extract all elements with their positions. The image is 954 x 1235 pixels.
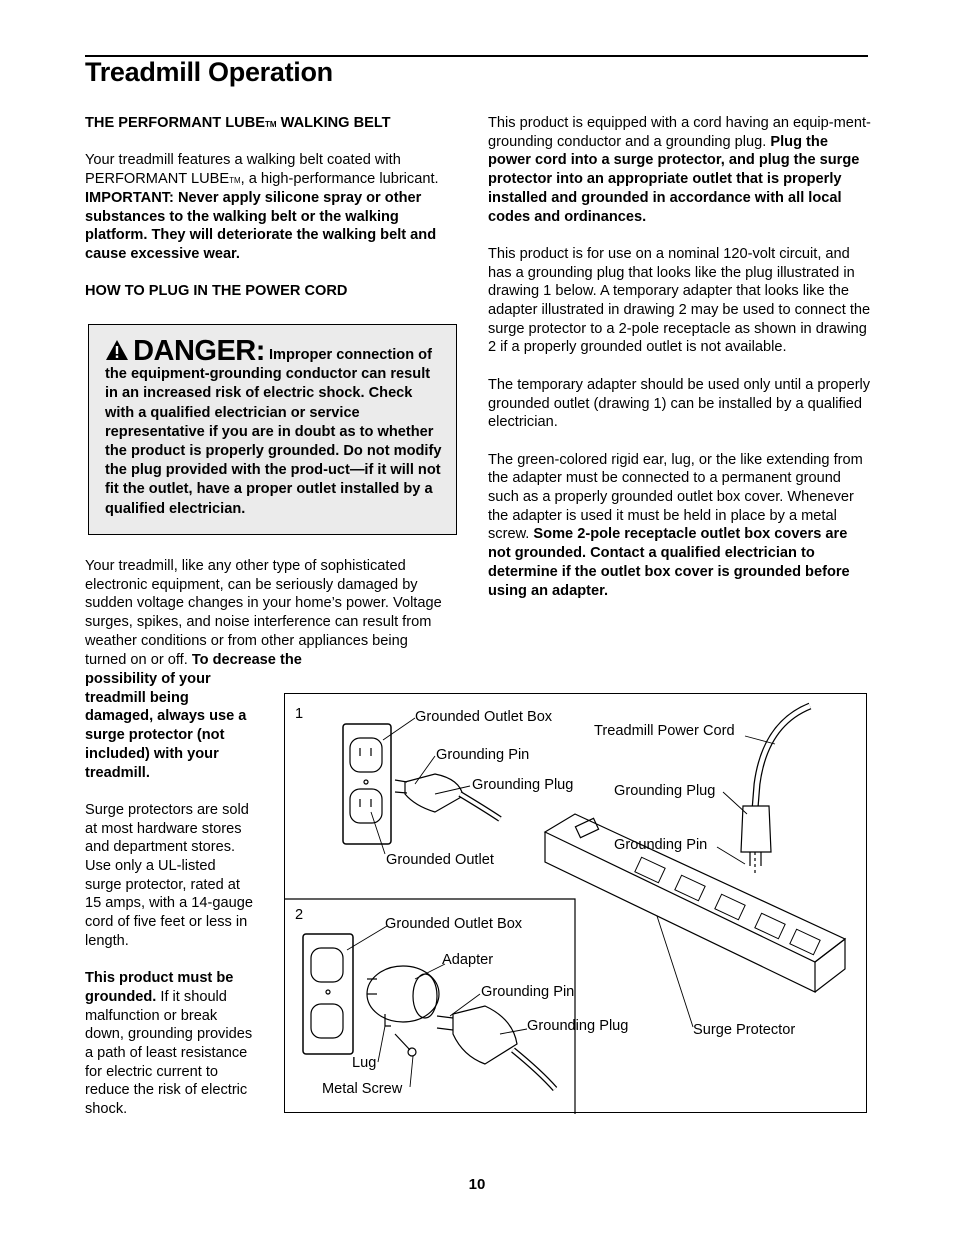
adapter-paragraph: The temporary adapter should be used only until a properly grounded outlet (drawing 1) can be installed by a qualified electrician. — [488, 376, 871, 431]
lug-paragraph: The green-colored rigid ear, lug, or the like extending from the adapter must be connected to a permanent ground such as a properly grounded outlet box cover. Whenever the adapter is used it must be held in place by a metal screw. Some 2-pole receptacle outlet box covers are not grounded. Contact a qualified electrician to determine if the outlet box cover is grounded before using an adapter. — [488, 451, 863, 599]
label-grounding-plug-1: Grounding Plug — [472, 777, 574, 793]
label-grounding-plug-3: Grounding Plug — [527, 1018, 629, 1034]
label-grounding-pin-3: Grounding Pin — [481, 984, 575, 1000]
label-surge-protector: Surge Protector — [693, 1022, 796, 1038]
page-number: 10 — [468, 1176, 486, 1193]
danger-text: Improper connection of the equipment-grounding conductor can result in an increased risk of electric shock. Check with a qualified electrician or service representative if you are in doubt as to whether the product is properly grounded. Do not modify the plug provided with the prod-uct—if it will not fit the outlet, have a proper outlet installed by a qualified electrician. — [105, 347, 442, 517]
page-title: Treadmill Operation — [85, 57, 333, 87]
label-metal-screw: Metal Screw — [322, 1081, 403, 1097]
label-grounded-outlet-box-1: Grounded Outlet Box — [415, 709, 553, 725]
warning-triangle-icon — [105, 339, 129, 361]
label-lug: Lug — [352, 1055, 377, 1071]
label-grounding-pin-2: Grounding Pin — [614, 837, 708, 853]
cord-paragraph: This product is equipped with a cord having an equip-ment-grounding conductor and a grounding plug. Plug the power cord into a surge protector, and plug the surge protector into an appropriate outlet that is properly installed and grounded in accordance with all local codes and ordinances. — [488, 115, 871, 225]
plug-diagram — [284, 693, 867, 1113]
drawing-1-number: 1 — [295, 706, 304, 722]
drawing-2-number: 2 — [295, 907, 304, 923]
section-heading-power-cord: HOW TO PLUG IN THE POWER CORD — [85, 283, 348, 300]
label-grounding-plug-2: Grounding Plug — [614, 783, 716, 799]
right-column — [488, 114, 872, 619]
grounding-paragraph: This product must be grounded. If it should malfunction or break down, grounding provides a path of least resistance for electric current to reduce the risk of electric shock. — [85, 970, 253, 1118]
circuit-paragraph: This product is for use on a nominal 120-volt circuit, and has a grounding plug that looks like the plug illustrated in drawing 1 below. A temporary adapter that looks like the adapter illustrated in drawing 2 may be used to connect the surge protector to a 2-pole receptacle as shown in drawing 2 if a properly grounded outlet is not available. — [488, 245, 871, 356]
walking-belt-paragraph: Your treadmill features a walking belt coated with PERFORMANT LUBE™, a high-performance lubricant. IMPORTANT: Never apply silicone spray or other substances to the walking belt or the walking platform. They will deteriorate the walking belt and cause excessive wear. — [85, 152, 439, 262]
label-grounding-pin-1: Grounding Pin — [436, 747, 530, 763]
label-adapter: Adapter — [442, 952, 494, 968]
section-heading-walking-belt: THE PERFORMANT LUBE™ WALKING BELT — [85, 115, 391, 131]
left-column — [85, 114, 465, 320]
surge-paragraph: Your treadmill, like any other type of sophisticated electronic equipment, can be seriously damaged by sudden voltage changes in your home’s power. Voltage surges, spikes, and noise interference can result from weather conditions or from other appliances being turned on or off. To decrease the — [85, 558, 442, 668]
label-grounded-outlet-box-2: Grounded Outlet Box — [385, 916, 523, 932]
label-treadmill-power-cord: Treadmill Power Cord — [594, 723, 735, 739]
danger-title: DANGER: — [133, 335, 265, 367]
plug-diagram-drawing — [285, 694, 868, 1114]
surge-warning: possibility of your treadmill being damaged, always use a surge protector (not included) with your treadmill. — [85, 671, 247, 781]
surge-protector-info: Surge protectors are sold at most hardware stores and department stores. Use only a UL-listed surge protector, rated at 15 amps, with a 14-gauge cord of five feet or less in length. — [85, 801, 253, 949]
label-grounded-outlet: Grounded Outlet — [386, 852, 494, 868]
narrow-column — [85, 670, 255, 1138]
danger-box — [88, 324, 457, 535]
